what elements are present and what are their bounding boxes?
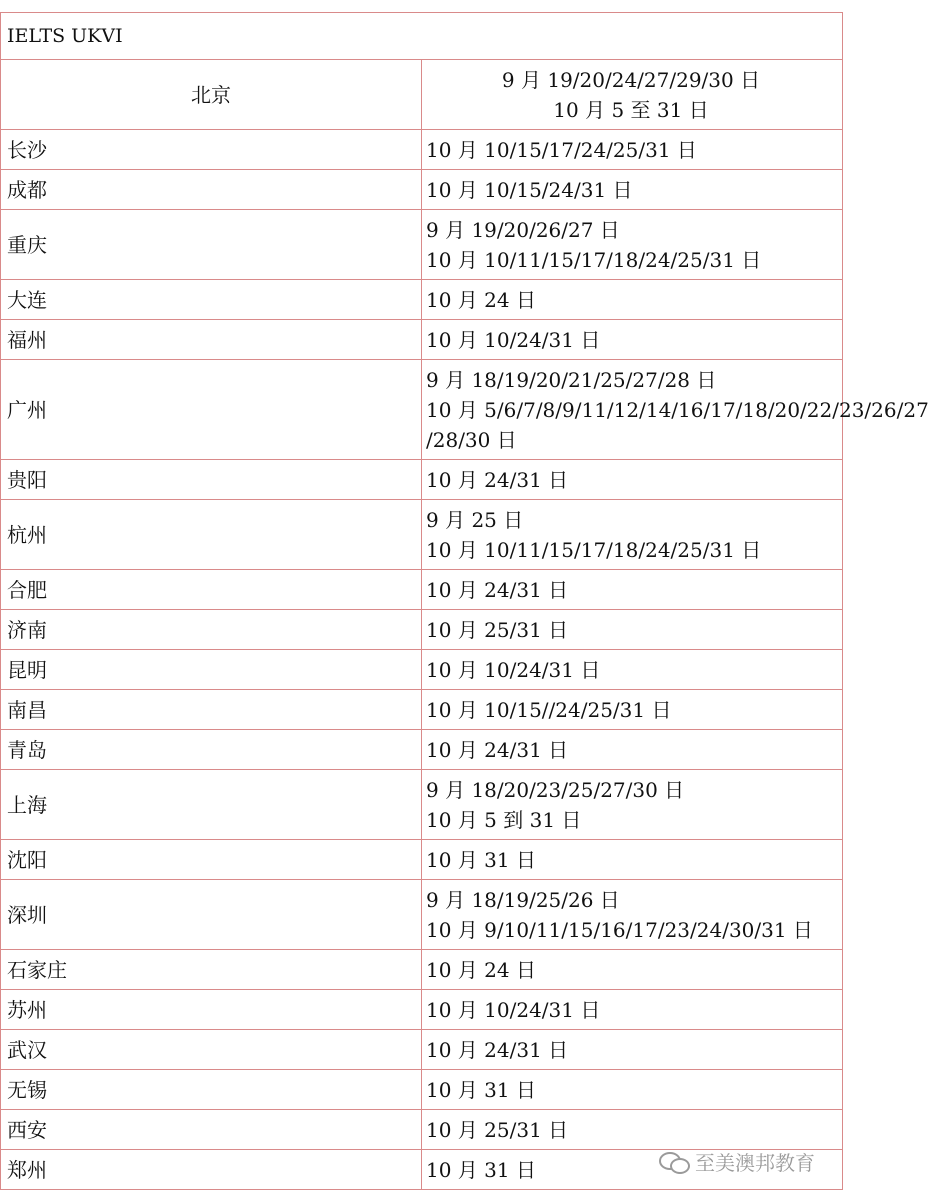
dates-cell <box>422 1070 843 1110</box>
city-cell: 大连 <box>1 280 422 320</box>
table-row <box>1 60 843 130</box>
city-cell: 杭州 <box>1 500 422 570</box>
watermark <box>659 1147 815 1176</box>
city-cell: 沈阳 <box>1 840 422 880</box>
dates-cell <box>422 690 843 730</box>
dates-cell <box>422 730 843 770</box>
city-cell: 深圳 <box>1 880 422 950</box>
date-line: 10 月 31 日 <box>426 1157 536 1182</box>
table-row <box>1 280 843 320</box>
watermark-text: 至美澳邦教育 <box>695 1151 815 1175</box>
table-title: IELTS UKVI <box>1 13 843 60</box>
dates-cell <box>422 1110 843 1150</box>
table-row <box>1 610 843 650</box>
table-row <box>1 770 843 840</box>
city-cell: 青岛 <box>1 730 422 770</box>
table-row <box>1 130 843 170</box>
dates-cell <box>422 880 843 950</box>
date-line: 10 月 10/15/24/31 日 <box>426 177 633 202</box>
date-line: 10 月 25/31 日 <box>426 1117 569 1142</box>
date-line: 10 月 10/11/15/17/18/24/25/31 日 <box>426 247 762 272</box>
city-cell: 重庆 <box>1 210 422 280</box>
dates-cell <box>422 650 843 690</box>
city-cell: 苏州 <box>1 990 422 1030</box>
table-row <box>1 840 843 880</box>
city-cell: 郑州 <box>1 1150 422 1190</box>
city-cell: 无锡 <box>1 1070 422 1110</box>
date-line: 10 月 5 至 31 日 <box>553 97 709 122</box>
table-row <box>1 460 843 500</box>
city-cell: 北京 <box>1 60 422 130</box>
city-cell: 上海 <box>1 770 422 840</box>
date-line: 9 月 19/20/26/27 日 <box>426 217 620 242</box>
date-line: 10 月 25/31 日 <box>426 617 569 642</box>
wechat-icon <box>659 1150 689 1174</box>
dates-cell <box>422 460 843 500</box>
table-row <box>1 360 843 460</box>
dates-cell <box>422 950 843 990</box>
table-row <box>1 690 843 730</box>
date-line: 10 月 24/31 日 <box>426 737 569 762</box>
city-cell: 广州 <box>1 360 422 460</box>
table-row <box>1 210 843 280</box>
dates-cell <box>422 360 929 460</box>
date-line: 10 月 10/11/15/17/18/24/25/31 日 <box>426 537 762 562</box>
table-row <box>1 950 843 990</box>
city-cell: 武汉 <box>1 1030 422 1070</box>
dates-cell <box>422 1030 843 1070</box>
city-cell: 济南 <box>1 610 422 650</box>
date-line: /28/30 日 <box>426 427 517 452</box>
table-row <box>1 320 843 360</box>
table-row <box>1 1110 843 1150</box>
date-line: 10 月 10/24/31 日 <box>426 657 601 682</box>
date-line: 10 月 24/31 日 <box>426 577 569 602</box>
test-dates-table <box>0 12 929 1190</box>
city-cell: 石家庄 <box>1 950 422 990</box>
date-line: 10 月 5 到 31 日 <box>426 807 582 832</box>
date-line: 9 月 25 日 <box>426 507 524 532</box>
table-row <box>1 1070 843 1110</box>
table-row <box>1 730 843 770</box>
date-line: 10 月 24 日 <box>426 287 536 312</box>
dates-cell <box>422 610 843 650</box>
date-line: 10 月 24 日 <box>426 957 536 982</box>
dates-cell <box>422 500 843 570</box>
date-line: 10 月 10/24/31 日 <box>426 997 601 1022</box>
date-line: 9 月 18/19/20/21/25/27/28 日 <box>426 367 717 392</box>
date-line: 10 月 10/15/17/24/25/31 日 <box>426 137 697 162</box>
dates-cell <box>422 840 843 880</box>
dates-cell <box>422 990 843 1030</box>
title-row <box>1 13 843 60</box>
table-row <box>1 1030 843 1070</box>
city-cell: 西安 <box>1 1110 422 1150</box>
city-cell: 长沙 <box>1 130 422 170</box>
city-cell: 昆明 <box>1 650 422 690</box>
date-line: 10 月 31 日 <box>426 1077 536 1102</box>
table-row <box>1 500 843 570</box>
dates-cell <box>422 60 843 130</box>
date-line: 10 月 5/6/7/8/9/11/12/14/16/17/18/20/22/23/26/27 <box>426 397 929 422</box>
dates-cell <box>422 280 843 320</box>
table-row <box>1 990 843 1030</box>
city-cell: 贵阳 <box>1 460 422 500</box>
date-line: 9 月 18/19/25/26 日 <box>426 887 620 912</box>
dates-cell <box>422 320 843 360</box>
date-line: 10 月 10/24/31 日 <box>426 327 601 352</box>
date-line: 9 月 19/20/24/27/29/30 日 <box>501 67 761 92</box>
table-row <box>1 650 843 690</box>
dates-cell <box>422 570 843 610</box>
city-cell: 合肥 <box>1 570 422 610</box>
table-body <box>1 13 929 1190</box>
city-cell: 南昌 <box>1 690 422 730</box>
city-cell: 成都 <box>1 170 422 210</box>
date-line: 10 月 9/10/11/15/16/17/23/24/30/31 日 <box>426 917 813 942</box>
table-row <box>1 570 843 610</box>
date-line: 10 月 10/15//24/25/31 日 <box>426 697 672 722</box>
date-line: 10 月 24/31 日 <box>426 467 569 492</box>
dates-cell <box>422 170 843 210</box>
table-row <box>1 880 843 950</box>
date-line: 9 月 18/20/23/25/27/30 日 <box>426 777 685 802</box>
dates-cell <box>422 130 843 170</box>
city-cell: 福州 <box>1 320 422 360</box>
date-line: 10 月 31 日 <box>426 847 536 872</box>
table-row <box>1 170 843 210</box>
dates-cell <box>422 770 843 840</box>
date-line: 10 月 24/31 日 <box>426 1037 569 1062</box>
dates-cell <box>422 210 843 280</box>
